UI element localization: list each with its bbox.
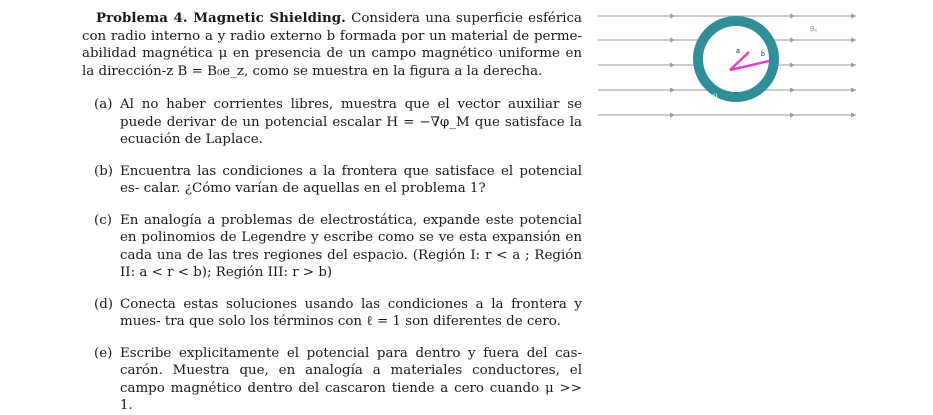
- inner-radius-label: a: [736, 48, 740, 55]
- question-text: [120, 212, 582, 282]
- intro-line: dirección-z B = B₀e_z, como se muestra en la figura a la derecha.: [98, 63, 543, 79]
- question-label: (c): [94, 212, 112, 228]
- problem-intro: [82, 10, 582, 80]
- permeability-label: μ: [713, 91, 718, 100]
- question-label: (e): [94, 345, 113, 361]
- question-line: tra que solo los términos con ℓ = 1 son diferentes de cero.: [164, 314, 561, 329]
- question-a: [82, 96, 582, 149]
- question-text: [120, 345, 582, 415]
- problem-heading: Problema 4. Magnetic Shielding.: [96, 10, 346, 26]
- intro-line: abilidad magnética μ en presencia de un campo magnético uniforme en la: [82, 46, 582, 79]
- question-d: [82, 296, 582, 331]
- question-line: magnético dentro del cascaron tiende a cero cuando μ >> 1.: [120, 380, 582, 413]
- question-text: [120, 96, 582, 149]
- intro-line: con radio interno a y radio externo b formada por un material de perme-: [82, 28, 582, 44]
- question-line: de Laplace.: [184, 132, 263, 147]
- problem-text: [82, 10, 582, 415]
- question-list: [82, 96, 582, 415]
- question-line: Encuentra las condiciones a la frontera que satisface el potencial es-: [120, 163, 582, 196]
- question-b: [82, 163, 582, 198]
- question-text: [120, 163, 582, 198]
- question-label: (d): [94, 296, 114, 312]
- field-line: [598, 113, 856, 118]
- question-line: una de las tres regiones del espacio. (Región I: r < a ; Región II:: [120, 247, 582, 280]
- question-line: derivar de un potencial escalar H = −∇φ_M que satisface la ecuación: [120, 114, 583, 147]
- field-label: B₀: [810, 26, 818, 33]
- question-text: [120, 296, 582, 331]
- question-line: Conecta estas soluciones usando las condiciones a la frontera y mues-: [120, 296, 582, 329]
- question-line: carón. Muestra que, en analogía a materiales conductores, el campo: [120, 363, 582, 396]
- question-line: Escribe explicitamente el potencial para dentro y fuera del cas-: [120, 345, 582, 361]
- question-line: calar. ¿Cómo varían de aquellas en el problema 1?: [143, 181, 486, 196]
- question-line: polinomios de Legendre y escribe como se ve esta expansión en cada: [120, 230, 582, 263]
- question-c: [82, 212, 582, 282]
- spherical-shell: [698, 21, 774, 97]
- question-line: En analogía a problemas de electrostática, expande este potencial en: [120, 212, 582, 245]
- outer-radius-label: b: [761, 51, 765, 58]
- question-e: [82, 345, 582, 415]
- shielding-figure: [598, 6, 868, 124]
- question-line: a < r < b); Región III: r > b): [139, 265, 333, 280]
- question-label: (a): [94, 97, 113, 112]
- question-label: (b): [94, 163, 114, 179]
- intro-line: Considera una superficie esférica: [351, 11, 583, 26]
- question-line: Al no haber corrientes libres, muestra que el vector auxiliar se puede: [120, 97, 582, 130]
